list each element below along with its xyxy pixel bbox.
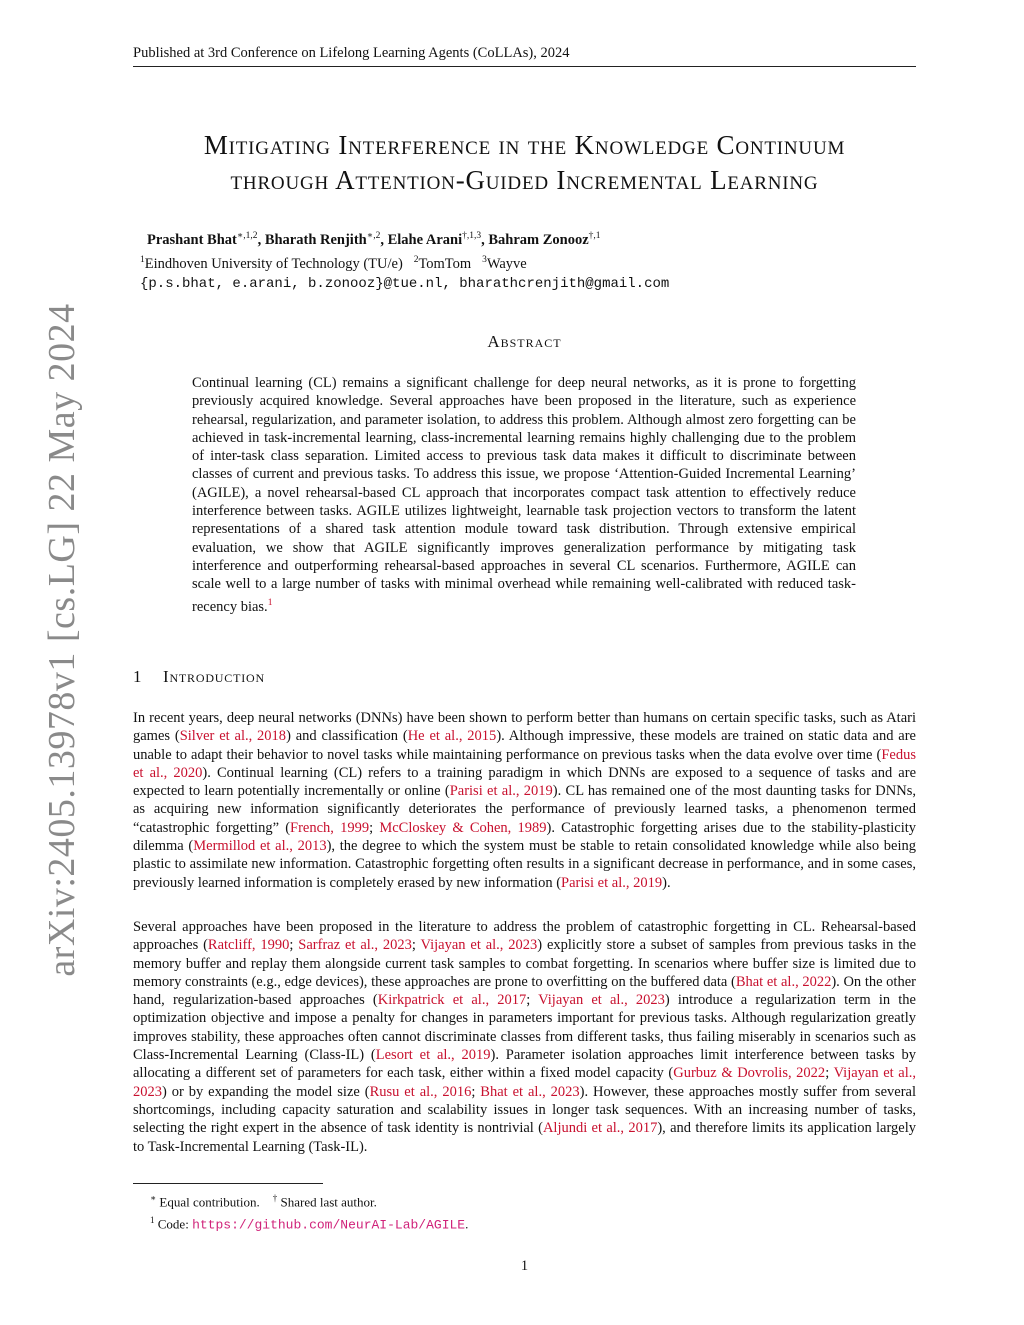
paragraph-text: ).: [662, 874, 671, 891]
paragraph-text: ), the degree to which the system must be stable to retain consolidated knowledge while also being plastic to assimilate new information. Catastrophic forgetting often results in a significant decrease in performance, and in some cases, previously learned information is completely erased by new information (: [133, 838, 916, 891]
running-header: Published at 3rd Conference on Lifelong Learning Agents (CoLLAs), 2024: [133, 45, 570, 61]
paragraph-text: ) explicitly store a subset of samples from previous tasks in the memory buffer and replay them alongside current task samples to combat forgetting. In scenarios where buffer size is limited due to memory constraints (e.g., edge devices), these approaches are prone to overfitting on the buffered data (: [133, 937, 917, 990]
footnote-rule: [133, 1183, 323, 1184]
paragraph-text: ) introduce a regularization term in the optimization objective and impose a penalty for changes in parameters important for previous tasks. Although regularization greatly improves stability, these approaches often cannot discriminate classes from different tasks, thus failing miserably in scenarios such as Class-Incremental Learning (Class-IL) (: [133, 992, 916, 1064]
section-heading: [133, 667, 733, 687]
paragraph-text: ;: [526, 992, 539, 1009]
citation-link[interactable]: Bhat et al., 2022: [735, 973, 832, 990]
abstract-heading: Abstract: [487, 332, 562, 351]
footnote-mark-shared: †: [272, 1193, 278, 1203]
header-rule: [133, 66, 916, 67]
footnote-code-end: .: [465, 1216, 469, 1232]
paragraph-text: ). Continual learning (CL) refers to a training paradigm in which DNNs are exposed to a sequence of tasks and are expected to learn potentially incrementally or online (: [133, 764, 916, 800]
author-4-sup: †,1: [588, 231, 601, 241]
citation-link[interactable]: Vijayan et al., 2023: [420, 937, 538, 954]
citation-link[interactable]: Lesort et al., 2019: [375, 1047, 491, 1064]
author-names: Prashant Bhat$^{∗,1,2}$, Bharath Renjith$^{∗,2}$, Elahe Arani$^{\dagger,1,3}$, Bahram Zonooz$^{\dagger,1}$: [147, 231, 601, 248]
aff-3-sup: 3: [482, 254, 487, 265]
section-title: Introduction: [163, 667, 265, 686]
author-3-sup: †,1,3: [462, 231, 482, 241]
citation-link[interactable]: Rusu et al., 2016: [369, 1083, 472, 1100]
citation-link[interactable]: Parisi et al., 2019: [449, 783, 553, 800]
paragraph-text: ;: [289, 937, 299, 954]
citation-link[interactable]: Bhat et al., 2023: [480, 1083, 580, 1100]
author-2: Bharath Renjith: [264, 231, 367, 248]
citation-link[interactable]: Vijayan et al., 2023: [538, 992, 665, 1009]
footnote-equal: Equal contribution.: [159, 1194, 260, 1210]
title-line-2: through Attention-Guided Incremental Learning: [230, 165, 819, 195]
citation-link[interactable]: Ratcliff, 1990: [207, 937, 290, 954]
arxiv-id[interactable]: arXiv:2405.13978v1 [cs.LG] 22 May 2024: [41, 303, 83, 977]
paragraph-text: ;: [411, 937, 421, 954]
paragraph-text: ). However, these approaches mostly suffer from several shortcomings, including capacity saturation and scalability issues in longer task sequences. With an increasing number of tasks, selecting the right expert in the absence of task identity is nontrivial (: [133, 1083, 916, 1137]
footnote-mark-equal: ∗: [150, 1193, 157, 1203]
paragraph-text: ;: [369, 819, 380, 836]
citation-link[interactable]: Parisi et al., 2019: [561, 874, 663, 891]
affiliation-2: TomTom: [418, 255, 472, 272]
footnote-code-label: Code:: [157, 1216, 189, 1232]
author-3: Elahe Arani: [387, 231, 463, 248]
paragraph-text: ) or by expanding the model size (: [162, 1083, 370, 1100]
aff-1-sup: 1: [140, 254, 145, 265]
footnotes: [150, 1189, 850, 1235]
paragraph-text: ), and therefore limits its application largely to Task-Incremental Learning (Task-IL).: [133, 1120, 916, 1155]
paragraph-text: ). Catastrophic forgetting arises due to the stability-plasticity dilemma (: [133, 819, 917, 855]
citation-link[interactable]: Mermillod et al., 2013: [193, 838, 327, 855]
paragraph-text: ;: [471, 1083, 481, 1100]
citation-link[interactable]: Kirkpatrick et al., 2017: [377, 992, 527, 1009]
citation-link[interactable]: Aljundi et al., 2017: [542, 1120, 658, 1137]
citation-link[interactable]: French, 1999: [290, 819, 370, 836]
paragraph-text: In recent years, deep neural networks (DNNs) have been shown to perform better than humans on certain specific tasks, such as Atari games (: [133, 710, 916, 745]
code-url-link[interactable]: https://github.com/NeurAI-Lab/AGILE: [192, 1217, 466, 1233]
section-number: 1: [133, 667, 143, 686]
abstract-text: Continual learning (CL) remains a significant challenge for deep neural networks, as it is prone to forgetting previously acquired knowledge. Several approaches have been proposed in the literature, such as experience rehearsal, regularization, and parameter isolation, to address this problem. Although almost zero forgetting can be achieved in task-incremental learning, class-incremental learning remains highly challenging due to the problem of inter-task class separation. Limited access to previous task data makes it difficult to discriminate between classes of current and previous tasks. To address this issue, we propose ‘Attention-Guided Incremental Learning’ (AGILE), a novel rehearsal-based CL approach that incorporates compact task attention to effectively reduce interference between tasks. AGILE utilizes lightweight, learnable task projection vectors to transform the latent representations of a shared task attention module toward task distribution. Through extensive empirical evaluation, we show that AGILE significantly improves generalization performance by mitigating task interference and outperforming rehearsal-based approaches in several CL scenarios. Furthermore, AGILE can scale well to a large number of tasks with minimal overhead while remaining well-calibrated with reduced task-recency bias.: [192, 375, 856, 615]
paper-title: [133, 128, 916, 198]
paragraph-text: ). Although impressive, these models are trained on static data and are unable to adapt their behavior to novel tasks while maintaining performance on previous tasks when the data evolve over time (: [133, 728, 916, 763]
intro-paragraph-1: [133, 709, 916, 892]
citation-link[interactable]: Silver et al., 2018: [179, 728, 287, 745]
footnote-mark-code: 1: [150, 1215, 155, 1226]
citation-link[interactable]: Gurbuz & Dovrolis, 2022: [673, 1065, 826, 1082]
affiliations: [140, 250, 867, 274]
affiliation-1: Eindhoven University of Technology (TU/e): [144, 255, 403, 272]
abstract-footnote-link[interactable]: 1: [267, 597, 273, 608]
footnote-shared: Shared last author.: [280, 1194, 377, 1210]
citation-link[interactable]: He et al., 2015: [407, 728, 497, 745]
intro-paragraph-2: [133, 918, 916, 1156]
paragraph-text: Several approaches have been proposed in the literature to address the problem of catastrophic forgetting in CL. Rehearsal-based approaches (: [133, 919, 916, 954]
paragraph-text: ) and classification (: [286, 728, 408, 745]
author-block: [140, 226, 867, 294]
citation-link[interactable]: Sarfraz et al., 2023: [298, 937, 412, 954]
page-number: 1: [520, 1258, 529, 1274]
author-emails[interactable]: {p.s.bhat, e.arani, b.zonooz}@tue.nl, bharathcrenjith@gmail.com: [140, 275, 670, 292]
footnote-authors: [150, 1189, 850, 1211]
paragraph-text: ). CL has remained one of the most daunting tasks for DNNs, as acquiring new information significantly deteriorates the performance of previously learned tasks, a phenomenon termed “catastrophic forgetting” (: [133, 783, 916, 836]
citation-link[interactable]: Fedus et al., 2020: [133, 746, 916, 781]
citation-link[interactable]: Vijayan et al., 2023: [133, 1065, 916, 1100]
paragraph-text: ). On the other hand, regularization-based approaches (: [133, 973, 916, 1009]
title-line-1: Mitigating Interference in the Knowledge Continuum: [203, 130, 846, 160]
abstract-body: [192, 374, 856, 616]
author-1-sup: ∗,1,2: [236, 231, 258, 241]
author-2-sup: ∗,2: [366, 231, 381, 241]
aff-2-sup: 2: [413, 254, 419, 265]
paragraph-text: ). Parameter isolation approaches limit interference between tasks by allocating a different set of parameters for each task, either within a fixed model capacity (: [133, 1047, 916, 1082]
footnote-code: [150, 1211, 850, 1234]
citation-link[interactable]: McCloskey & Cohen, 1989: [379, 819, 547, 836]
affiliation-3: Wayve: [486, 255, 527, 272]
paragraph-text: ;: [825, 1065, 834, 1082]
author-4: Bahram Zonooz: [488, 231, 589, 248]
author-1: Prashant Bhat: [147, 231, 237, 248]
